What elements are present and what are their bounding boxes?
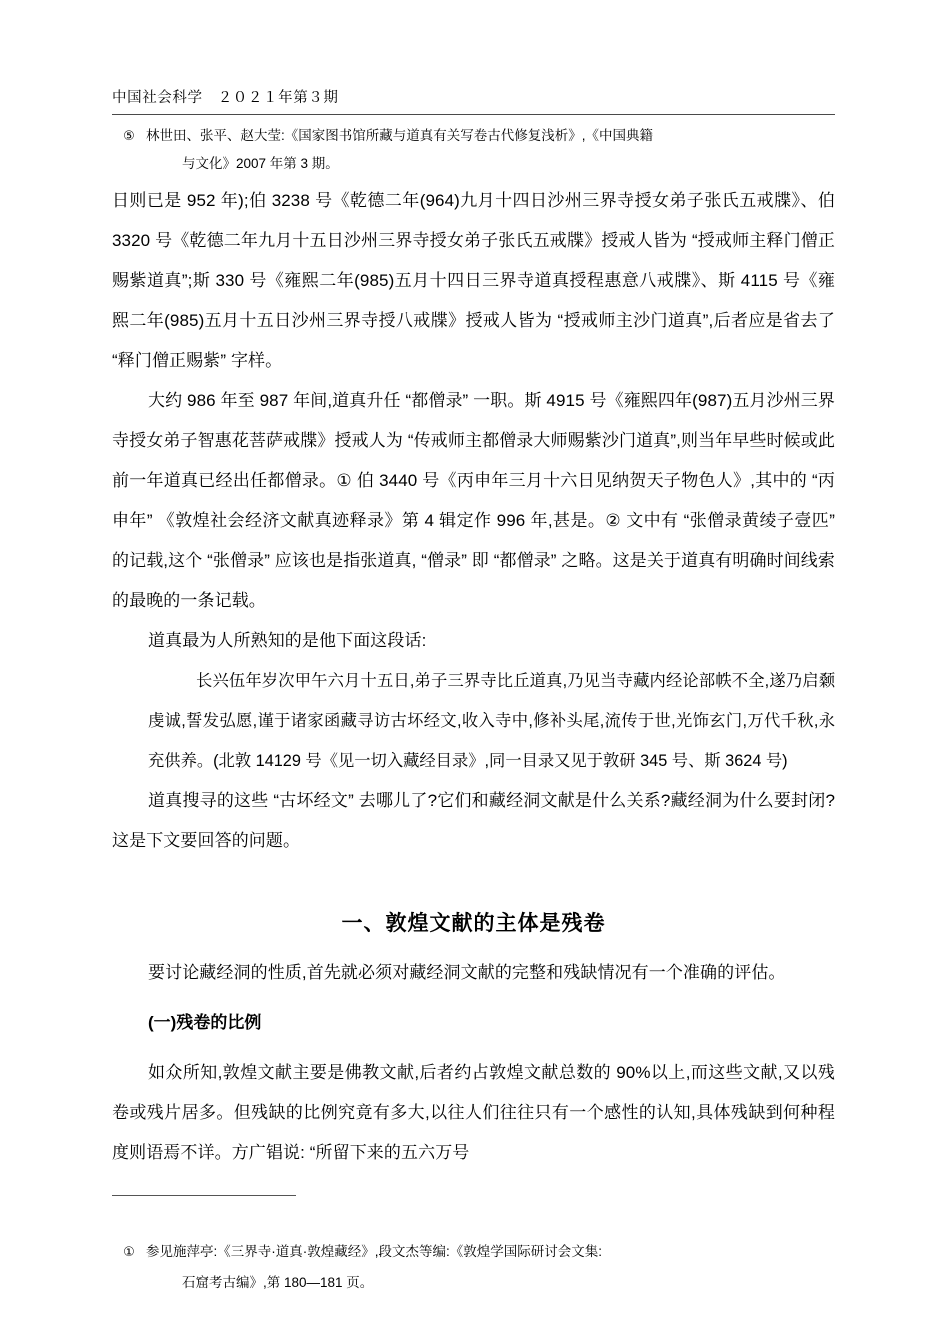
footnote-item bbox=[112, 1236, 835, 1267]
body-paragraph-6: 如众所知,敦煌文献主要是佛教文献,后者约占敦煌文献总数的 90%以上,而这些文献,又以残卷或残片居多。但残缺的比例究竟有多大,以往人们往往只有一个感性的认知,具体残缺到何种程度则语焉不详。方广锠说: “所留下来的五六万号 bbox=[112, 1063, 835, 1162]
footnote-item bbox=[112, 122, 835, 150]
footnote-text-line-2: 与文化》2007 年第 3 期。 bbox=[182, 156, 339, 171]
footnote-text-line-1: 参见施萍亭:《三界寺·道真·敦煌藏经》,段文杰等编:《敦煌学国际研讨会文集: bbox=[146, 1244, 602, 1259]
footnote-text-line-2: 石窟考古编》,第 180—181 页。 bbox=[182, 1275, 374, 1290]
body-paragraph-2: 大约 986 年至 987 年间,道真升任 “都僧录” 一职。斯 4915 号《雍熙四年(987)五月沙州三界寺授女弟子智惠花菩萨戒牒》授戒人为 “传戒师主都僧录大师赐紫沙门道真”,则当年早些时候或此前一年道真已经出任都僧录。① 伯 3440 号《丙申年三月十六日见纳贺天子物色人》,其中的 “丙申年” 《敦煌社会经济文献真迹释录》第 4 辑定作 996 年,甚是。② 文中有 “张僧录黄绫子壹匹” 的记载,这个 “张僧录” 应该也是指张道真, “僧录” 即 “都僧录” 之略。这是关于道真有明确时间线索的最晚的一条记载。 bbox=[112, 391, 835, 610]
header-rule-divider bbox=[112, 114, 835, 115]
footnote-marker-5: ⑤ bbox=[123, 128, 135, 143]
top-footnote-block bbox=[112, 122, 835, 178]
footnote-text-line-1: 林世田、张平、赵大莹:《国家图书馆所藏与道真有关写卷古代修复浅析》,《中国典籍 bbox=[146, 128, 654, 143]
footnote-marker-1: ① bbox=[123, 1244, 135, 1259]
spacer bbox=[112, 1043, 835, 1053]
running-head: 中国社会科学 ２０２１年第３期 bbox=[112, 90, 339, 106]
block-quotation: 长兴伍年岁次甲午六月十五日,弟子三界寺比丘道真,乃见当寺藏内经论部帙不全,遂乃启颡虔诚,誓发弘愿,谨于诸家函藏寻访古坏经文,收入寺中,修补头尾,流传于世,光饰玄门,万代千秋,永充供养。(北敦 14129 号《见一切入藏经目录》,同一目录又见于敦研 345 号、斯 3624 号) bbox=[148, 672, 835, 770]
spacer bbox=[112, 993, 835, 1003]
section-heading: 一、敦煌文献的主体是残卷 bbox=[341, 912, 606, 935]
subsection-heading: (一)残卷的比例 bbox=[148, 1013, 262, 1032]
bottom-footnote-block bbox=[112, 1236, 835, 1298]
body-paragraph-3: 道真最为人所熟知的是他下面这段话: bbox=[148, 631, 427, 650]
body-paragraph-5: 要讨论藏经洞的性质,首先就必须对藏经洞文献的完整和残缺情况有一个准确的评估。 bbox=[148, 963, 786, 982]
body-paragraph-1: 日则已是 952 年);伯 3238 号《乾德二年(964)九月十四日沙州三界寺授女弟子张氏五戒牒》、伯 3320 号《乾德二年九月十五日沙州三界寺授女弟子张氏五戒牒》授戒人皆为 “授戒师主释门僧正赐紫道真”;斯 330 号《雍熙二年(985)五月十四日三界寺道真授程惠意八戒牒》、斯 4115 号《雍熙二年(985)五月十五日沙州三界寺授八戒牒》授戒人皆为 “授戒师主沙门道真”,后者应是省去了 “释门僧正赐紫” 字样。 bbox=[112, 191, 835, 370]
body-paragraph-4: 道真搜寻的这些 “古坏经文” 去哪儿了?它们和藏经洞文献是什么关系?藏经洞为什么要封闭?这是下文要回答的问题。 bbox=[112, 791, 835, 850]
footnote-rule-divider bbox=[112, 1195, 296, 1196]
page-content-column bbox=[112, 0, 835, 1298]
